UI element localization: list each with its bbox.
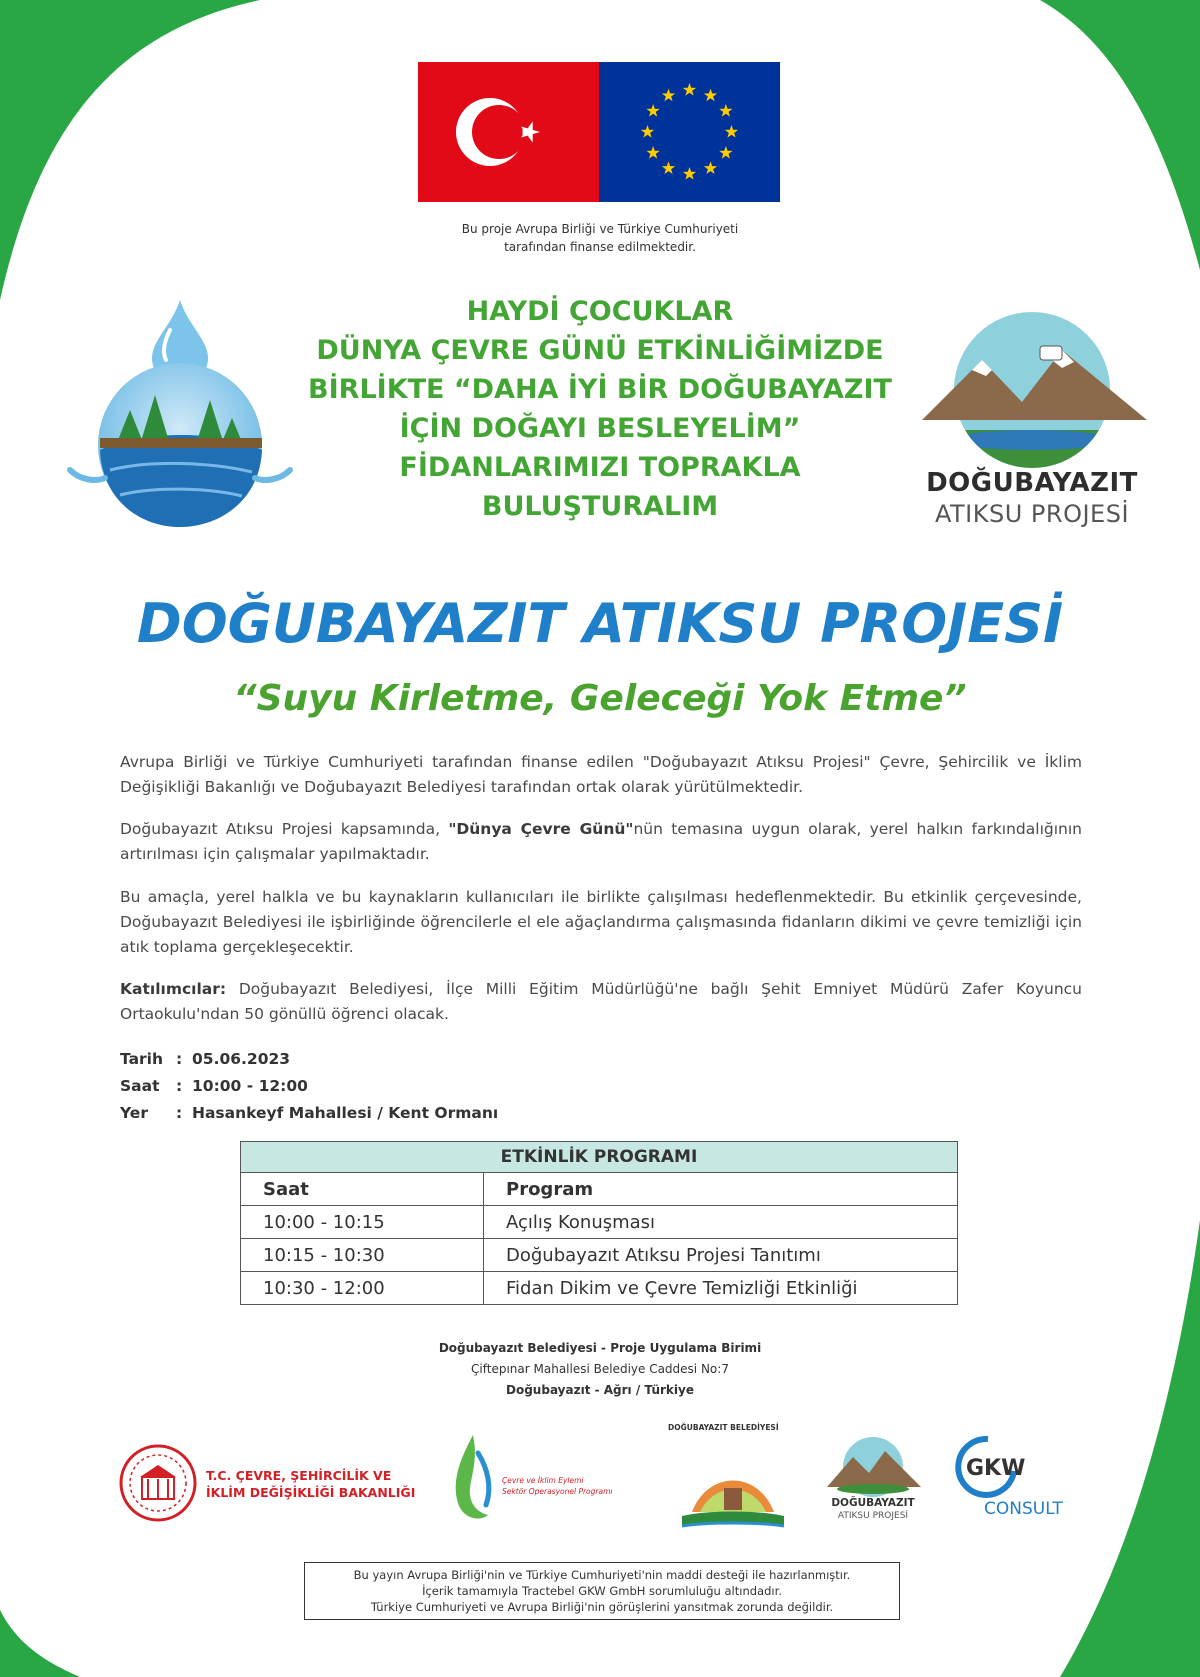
disclaimer-line-3: Türkiye Cumhuriyeti ve Avrupa Birliği'nin görüşlerini yansıtmak zorunda değildir.	[370, 1600, 834, 1614]
headline-line: İÇİN DOĞAYI BESLEYELİM”	[399, 413, 801, 444]
funding-line-1: Bu proje Avrupa Birliği ve Türkiye Cumhuriyeti	[461, 222, 739, 236]
address-line-3: Doğubayazıt - Ağrı / Türkiye	[506, 1383, 694, 1397]
time-value: 10:00 - 12:00	[192, 1077, 308, 1095]
disclaimer-box	[304, 1562, 900, 1620]
event-date-row	[120, 1046, 498, 1073]
separator: :	[176, 1104, 183, 1122]
table-row	[241, 1239, 958, 1272]
column-header-time: Saat	[241, 1173, 484, 1206]
disclaimer-line-1: Bu yayın Avrupa Birliği'nin ve Türkiye Cumhuriyeti'nin maddi desteği ile hazırlanmıştır.	[353, 1568, 851, 1582]
water-globe-logo	[60, 300, 300, 530]
municipality-emblem-icon	[668, 1423, 798, 1535]
project-small-title: DOĞUBAYAZIT	[831, 1497, 915, 1509]
participants-text: Doğubayazıt Belediyesi, İlçe Milli Eğitim Müdürlüğü'ne bağlı Şehit Emniyet Müdürü Zafer Koyuncu Ortaokulu'ndan 50 gönüllü öğrenci olacak.	[120, 980, 1082, 1023]
project-logo-title: DOĞUBAYAZIT	[926, 468, 1138, 498]
partner-logos	[118, 1425, 1088, 1545]
headline-line: DÜNYA ÇEVRE GÜNÜ ETKİNLİĞİMİZDE	[316, 335, 884, 366]
event-time-row	[120, 1073, 498, 1100]
address-line-1: Doğubayazıt Belediyesi - Proje Uygulama Birimi	[438, 1341, 762, 1355]
program-table	[240, 1141, 958, 1305]
opp-line-2: Sektör Operasyonel Programı	[502, 1487, 613, 1496]
funding-note	[330, 220, 870, 256]
date-label: Tarih	[120, 1050, 164, 1068]
project-small-subtitle: ATIKSU PROJESİ	[837, 1511, 909, 1521]
slogan: “Suyu Kirletme, Geleceği Yok Etme”	[233, 678, 967, 719]
flags	[418, 62, 780, 202]
row-time: 10:00 - 10:15	[241, 1206, 484, 1239]
row-time: 10:15 - 10:30	[241, 1239, 484, 1272]
funding-line-2: tarafından finanse edilmektedir.	[504, 240, 696, 254]
table-row	[241, 1206, 958, 1239]
ministry-name	[206, 1467, 415, 1501]
ministry-logo	[118, 1443, 428, 1523]
time-label: Saat	[120, 1077, 160, 1095]
separator: :	[176, 1077, 183, 1095]
headline-line: BULUŞTURALIM	[481, 491, 719, 522]
disclaimer-line-2: İçerik tamamıyla Tractebel GKW GmbH sorumluluğu altındadır.	[422, 1584, 782, 1598]
municipality-name: DOĞUBAYAZIT BELEDİYESİ	[668, 1423, 779, 1432]
gkw-mark-icon	[948, 1431, 1028, 1501]
paragraph-intro: Avrupa Birliği ve Türkiye Cumhuriyeti tarafından finanse edilen "Doğubayazıt Atıksu Projesi" Çevre, Şehircilik ve İklim Değişikliği Bakanlığı ve Doğubayazıt Belediyesi tarafından ortak olarak yürütülmektedir.	[120, 753, 1082, 796]
project-logo	[912, 310, 1152, 535]
separator: :	[176, 1050, 183, 1068]
program-table-header	[241, 1173, 958, 1206]
turkey-flag-icon	[418, 62, 599, 202]
row-program: Doğubayazıt Atıksu Projesi Tanıtımı	[484, 1239, 958, 1272]
table-row	[241, 1272, 958, 1305]
ministry-name-line-1: T.C. ÇEVRE, ŞEHİRCİLİK VE	[206, 1468, 392, 1483]
paragraph-text: Doğubayazıt Atıksu Projesi kapsamında,	[120, 820, 449, 838]
eu-flag-icon	[599, 62, 780, 202]
event-info	[120, 1046, 498, 1127]
main-title: DOĞUBAYAZIT ATIKSU PROJESİ	[136, 592, 1064, 655]
gkw-mark-text: GKW	[966, 1456, 1026, 1481]
headline-line: FİDANLARIMIZI TOPRAKLA	[399, 452, 801, 483]
row-program: Açılış Konuşması	[484, 1206, 958, 1239]
mountain-lake-small-icon	[823, 1435, 923, 1497]
operational-programme-logo	[448, 1433, 648, 1533]
project-logo-subtitle: ATIKSU PROJESİ	[934, 500, 1130, 528]
paragraph-text: nün temasına uygun olarak, yerel halkın farkındalığının artırılması için çalışmalar yapılmaktadır.	[120, 820, 1082, 863]
project-small-logo	[823, 1435, 923, 1535]
program-table-caption: ETKİNLİK PROGRAMI	[241, 1142, 958, 1173]
paragraph-purpose: Bu amaçla, yerel halkla ve bu kaynakların kullanıcıları ile birlikte çalışılması hedeflenmektedir. Bu etkinlik çerçevesinde, Doğubayazıt Belediyesi ile işbirliğinde öğrencilerle el ele ağaçlandırma çalışmasında fidanların dikimi ve çevre temizliği için atık toplama gerçekleşecektir.	[120, 888, 1082, 956]
headline-line: HAYDİ ÇOCUKLAR	[466, 296, 734, 327]
paragraph-participants	[120, 977, 1082, 1027]
row-time: 10:30 - 12:00	[241, 1272, 484, 1305]
headline-line: BİRLİKTE “DAHA İYİ BİR DOĞUBAYAZIT	[308, 374, 892, 405]
participants-label: Katılımcılar:	[120, 980, 227, 998]
ministry-seal-icon	[118, 1443, 198, 1523]
headline	[290, 292, 910, 526]
paragraph-scope	[120, 817, 1082, 867]
column-header-program: Program	[484, 1173, 958, 1206]
place-value: Hasankeyf Mahallesi / Kent Ormanı	[192, 1104, 499, 1122]
row-program: Fidan Dikim ve Çevre Temizliği Etkinliği	[484, 1272, 958, 1305]
address-line-2: Çiftepınar Mahallesi Belediye Caddesi No:7	[471, 1362, 729, 1376]
mountain-lake-icon	[912, 310, 1152, 470]
date-value: 05.06.2023	[192, 1050, 291, 1068]
opp-line-1: Çevre ve İklim Eylemi	[502, 1476, 584, 1485]
leaf-drop-icon	[448, 1433, 498, 1525]
address-block	[300, 1338, 900, 1401]
paragraph-emphasis: "Dünya Çevre Günü"	[448, 820, 634, 838]
event-place-row	[120, 1100, 498, 1127]
municipality-logo	[668, 1423, 798, 1535]
gkw-consult-text: CONSULT	[984, 1499, 1063, 1519]
operational-programme-name	[502, 1475, 612, 1497]
ministry-name-line-2: İKLİM DEĞİŞİKLİĞİ BAKANLIĞI	[206, 1485, 416, 1500]
gkw-consult-logo	[948, 1431, 1088, 1527]
place-label: Yer	[120, 1104, 148, 1122]
